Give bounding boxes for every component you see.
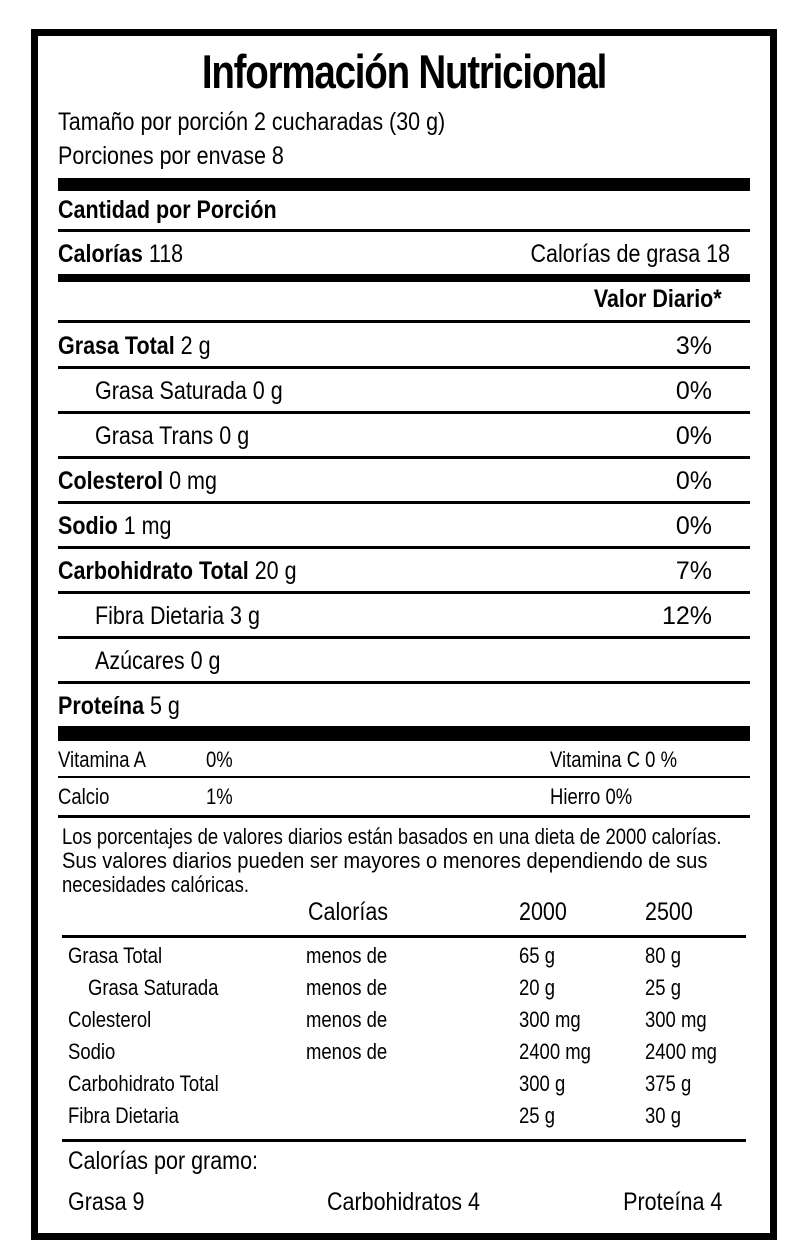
ref-row-2500: 30 g (645, 1103, 681, 1128)
footnote-line: Los porcentajes de valores diarios están basados en una dieta de 2000 calorías. (62, 824, 722, 849)
iron: Hierro 0% (550, 784, 633, 809)
nutrient-percent: 0% (675, 512, 712, 540)
nutrient-row (58, 557, 297, 586)
calories-per-gram-label: Calorías por gramo: (68, 1147, 259, 1175)
nutrient-amount: 0 g (219, 422, 250, 450)
thick-divider (58, 726, 750, 741)
vitamin-a-label: Vitamina A (58, 747, 147, 772)
divider (62, 1139, 746, 1142)
nutrient-name: Fibra Dietaria (95, 602, 225, 630)
nutrient-row (58, 692, 180, 721)
ref-row-2000: 300 g (519, 1071, 566, 1096)
nutrient-row (58, 467, 217, 496)
ref-row-2000: 65 g (519, 943, 555, 968)
ref-row-2000: 20 g (519, 975, 555, 1000)
ref-row-name: Grasa Total (68, 943, 163, 968)
nutrient-amount: 0 g (190, 647, 221, 675)
calories-label: Calorías (58, 240, 143, 268)
divider (58, 815, 750, 818)
footnote-line: Sus valores diarios pueden ser mayores o menores dependiendo de sus (62, 848, 708, 873)
ref-row-name: Fibra Dietaria (68, 1103, 179, 1128)
nutrient-name: Proteína (58, 692, 145, 720)
nutrient-percent: 3% (675, 332, 712, 360)
nutrient-name: Azúcares (95, 647, 185, 675)
ref-row-qualifier: menos de (306, 943, 388, 968)
nutrient-percent: 0% (675, 467, 712, 495)
nutrient-amount: 20 g (254, 557, 297, 585)
vitamin-c: Vitamina C 0 % (550, 747, 678, 772)
ref-row-name: Colesterol (68, 1007, 152, 1032)
footnote-line: necesidades calóricas. (62, 872, 249, 897)
nutrient-amount: 1 mg (123, 512, 172, 540)
ref-row-name: Grasa Saturada (88, 975, 219, 1000)
calcium-label: Calcio (58, 784, 110, 809)
ref-row-name: Sodio (68, 1039, 116, 1064)
ref-header-2500: 2500 (645, 898, 693, 926)
calcium-value: 1% (206, 784, 233, 809)
divider (58, 681, 750, 684)
nutrient-name: Grasa Total (58, 332, 175, 360)
ref-row-2500: 25 g (645, 975, 681, 1000)
nutrient-percent: 0% (675, 422, 712, 450)
divider (58, 501, 750, 504)
ref-row-2000: 300 mg (519, 1007, 581, 1032)
ref-header-calories: Calorías (308, 898, 389, 926)
nutrient-percent: 7% (675, 557, 712, 585)
calories-per-gram-carbs: Carbohidratos 4 (327, 1188, 480, 1216)
nutrient-row (95, 422, 249, 451)
ref-row-2000: 2400 mg (519, 1039, 591, 1064)
divider (58, 636, 750, 639)
vitamin-a-value: 0% (206, 747, 233, 772)
daily-value-header: Valor Diario* (594, 285, 722, 313)
divider (58, 320, 750, 323)
ref-row-qualifier: menos de (306, 1007, 388, 1032)
calories-per-gram-fat: Grasa 9 (68, 1188, 145, 1216)
ref-row-2500: 2400 mg (645, 1039, 717, 1064)
nutrient-name: Colesterol (58, 467, 164, 495)
divider (58, 591, 750, 594)
label-title: Información Nutricional (201, 45, 607, 98)
ref-row-name: Carbohidrato Total (68, 1071, 219, 1096)
calories-per-gram-protein: Proteína 4 (622, 1188, 722, 1216)
nutrient-amount: 0 mg (169, 467, 217, 495)
nutrient-amount: 2 g (180, 332, 211, 360)
nutrient-name: Carbohidrato Total (58, 557, 249, 585)
amount-per-serving: Cantidad por Porción (58, 196, 277, 224)
nutrient-percent: 0% (675, 377, 712, 405)
nutrient-name: Grasa Saturada (95, 377, 247, 405)
nutrient-percent: 12% (661, 602, 712, 630)
nutrient-row (95, 377, 283, 406)
nutrient-row (58, 512, 172, 541)
nutrient-row (95, 647, 221, 676)
thick-divider (58, 178, 750, 191)
divider (58, 411, 750, 414)
nutrition-facts-label (31, 29, 777, 1240)
ref-row-2000: 25 g (519, 1103, 555, 1128)
divider (58, 546, 750, 549)
medium-divider (58, 274, 750, 282)
divider (58, 229, 750, 232)
ref-header-2000: 2000 (519, 898, 567, 926)
nutrient-row (95, 602, 260, 631)
divider (58, 776, 750, 778)
serving-size: Tamaño por porción 2 cucharadas (30 g) (58, 108, 446, 136)
ref-row-2500: 300 mg (645, 1007, 707, 1032)
ref-row-2500: 375 g (645, 1071, 692, 1096)
calories-value: 118 (148, 240, 184, 268)
ref-row-qualifier: menos de (306, 975, 388, 1000)
servings-per-container: Porciones por envase 8 (58, 142, 284, 170)
divider (62, 935, 746, 938)
ref-row-qualifier: menos de (306, 1039, 388, 1064)
calories-row (58, 240, 183, 269)
nutrient-row (58, 332, 211, 361)
nutrient-name: Grasa Trans (95, 422, 214, 450)
divider (58, 366, 750, 369)
nutrient-name: Sodio (58, 512, 118, 540)
nutrient-amount: 5 g (150, 692, 180, 720)
divider (58, 456, 750, 459)
nutrient-amount: 3 g (230, 602, 260, 630)
nutrient-amount: 0 g (252, 377, 283, 405)
calories-from-fat: Calorías de grasa 18 (530, 240, 730, 268)
ref-row-2500: 80 g (645, 943, 681, 968)
